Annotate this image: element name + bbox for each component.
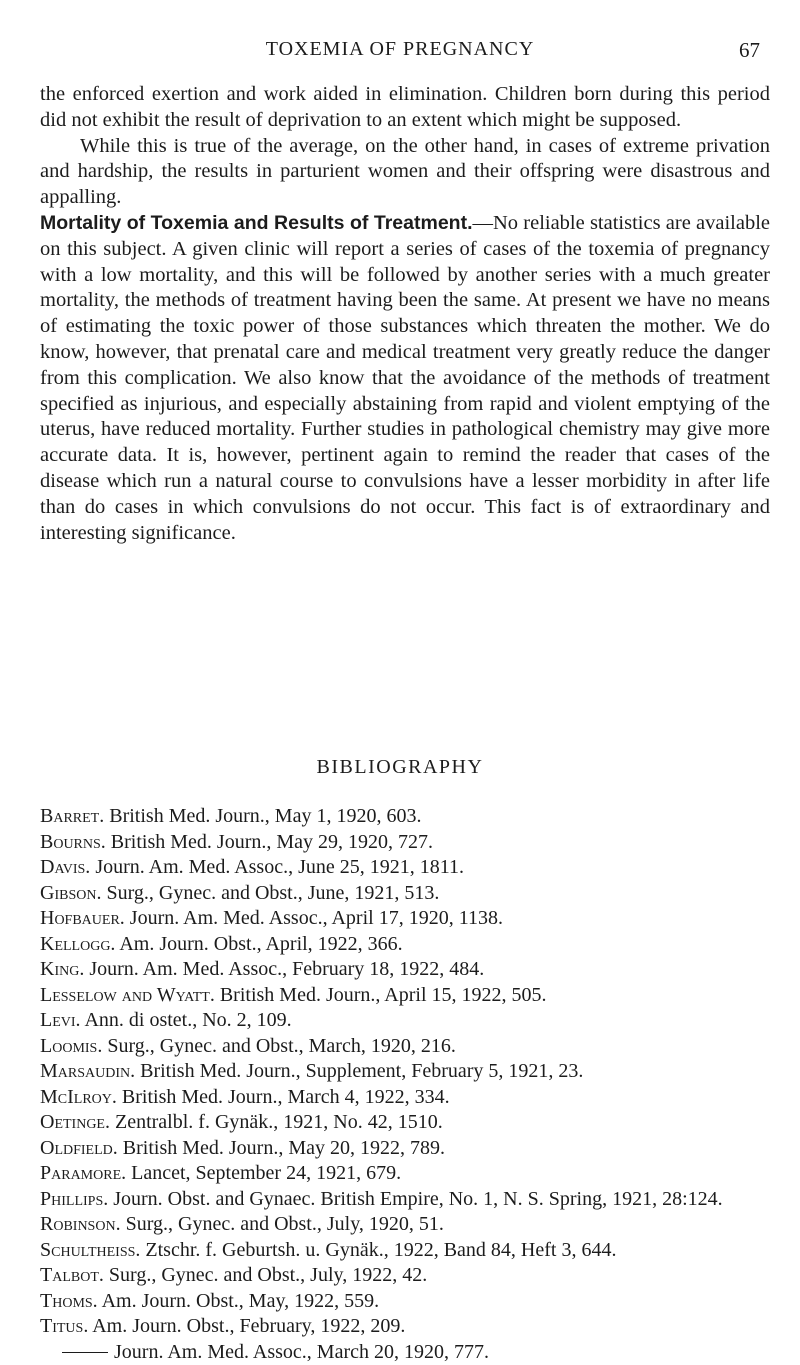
entry-citation: Am. Journ. Obst., May, 1922, 559. — [102, 1290, 380, 1312]
entry-author: Kellogg. — [40, 933, 115, 955]
entry-citation: Am. Journ. Obst., April, 1922, 366. — [119, 933, 402, 955]
entry-citation: Lancet, September 24, 1921, 679. — [131, 1162, 401, 1184]
entry-citation: Surg., Gynec. and Obst., July, 1922, 42. — [109, 1264, 427, 1286]
entry-citation: Surg., Gynec. and Obst., March, 1920, 216. — [107, 1035, 455, 1057]
entry-author: Oldfield. — [40, 1137, 118, 1159]
bibliography-entry — [40, 1289, 782, 1315]
bibliography-entry — [40, 983, 782, 1009]
bibliography-entry — [40, 932, 782, 958]
bibliography-entry — [40, 1263, 782, 1289]
entry-author: Gibson. — [40, 882, 101, 904]
body-text — [40, 82, 770, 546]
entry-author: Barret. — [40, 805, 104, 827]
bibliography-entry — [40, 1212, 782, 1238]
bibliography-entry — [40, 1008, 782, 1034]
bibliography-entry — [40, 830, 782, 856]
section-heading: Mortality of Toxemia and Results of Treatment. — [40, 212, 473, 234]
entry-citation: Surg., Gynec. and Obst., June, 1921, 513. — [106, 882, 439, 904]
entry-author: McIlroy. — [40, 1086, 117, 1108]
bibliography-title: BIBLIOGRAPHY — [0, 756, 800, 779]
entry-citation: British Med. Journ., March 4, 1922, 334. — [122, 1086, 450, 1108]
bibliography-entry — [40, 1059, 782, 1085]
entry-author: Titus. — [40, 1315, 88, 1337]
entry-author: King. — [40, 958, 84, 980]
bibliography-entry — [40, 1085, 782, 1111]
entry-author: Loomis. — [40, 1035, 102, 1057]
entry-citation: British Med. Journ., Supplement, February 5, 1921, 23. — [140, 1060, 583, 1082]
entry-citation: Journ. Obst. and Gynaec. British Empire, No. 1, N. S. Spring, 1921, 28:124. — [113, 1188, 722, 1210]
entry-author: Paramore. — [40, 1162, 126, 1184]
paragraph-1: the enforced exertion and work aided in elimination. Children born during this period did not exhibit the result of deprivation to an extent which might be supposed. — [40, 82, 770, 134]
entry-citation: British Med. Journ., April 15, 1922, 505. — [220, 984, 547, 1006]
bibliography-entry — [40, 1136, 782, 1162]
bibliography-entry — [40, 1161, 782, 1187]
entry-author: Marsaudin. — [40, 1060, 135, 1082]
running-title: TOXEMIA OF PREGNANCY — [0, 38, 800, 61]
bibliography-entry — [40, 906, 782, 932]
paragraph-3 — [40, 211, 770, 546]
entry-citation: Journ. Am. Med. Assoc., April 17, 1920, 1138. — [130, 907, 503, 929]
bibliography-entry — [40, 1110, 782, 1136]
entry-citation: Surg., Gynec. and Obst., July, 1920, 51. — [126, 1213, 444, 1235]
entry-citation: Journ. Am. Med. Assoc., February 18, 1922, 484. — [89, 958, 484, 980]
bibliography-entry — [40, 881, 782, 907]
page-number: 67 — [739, 38, 760, 63]
bibliography-entry — [40, 1314, 782, 1340]
entry-citation: British Med. Journ., May 29, 1920, 727. — [111, 831, 433, 853]
entry-author: Phillips. — [40, 1188, 108, 1210]
entry-author: Lesselow and Wyatt. — [40, 984, 215, 1006]
entry-author: Thoms. — [40, 1290, 98, 1312]
bibliography-entry — [40, 1034, 782, 1060]
paragraph-2: While this is true of the average, on the other hand, in cases of extreme privation and hardship, the results in parturient women and their offspring were disastrous and appalling. — [40, 134, 770, 211]
section-text: —No reliable statistics are available on this subject. A given clinic will report a series of cases of the toxemia of pregnancy with a low mortality, and this will be followed by another series with a much greater mortality, the methods of treatment having been the same. At present we have no means of estimating the toxic power of those substances which threaten the mother. We do know, however, that prenatal care and medical treatment very greatly reduce the danger from this complication. We also know that the avoidance of the methods of treatment specified as injurious, and especially abstaining from rapid and violent emptying of the uterus, have reduced mortality. Further studies in pathological chemistry may give more accurate data. It is, however, pertinent again to remind the reader that cases of the disease which run a natural course to convulsions have a lesser morbidity in after life than do cases in which convulsions do not occur. This fact is of extraordinary and interesting significance. — [40, 212, 770, 544]
bibliography-entry — [40, 855, 782, 881]
bibliography-entry — [40, 804, 782, 830]
entry-citation: Ztschr. f. Geburtsh. u. Gynäk., 1922, Band 84, Heft 3, 644. — [145, 1239, 616, 1261]
entry-author: Talbot. — [40, 1264, 104, 1286]
entry-citation: Journ. Am. Med. Assoc., June 25, 1921, 1811. — [95, 856, 464, 878]
entry-author: Hofbauer. — [40, 907, 125, 929]
bibliography-entry — [40, 1187, 782, 1213]
ditto-dash — [62, 1352, 108, 1353]
bibliography-list — [40, 804, 782, 1365]
entry-citation: British Med. Journ., May 20, 1922, 789. — [123, 1137, 445, 1159]
entry-author: Oetinge. — [40, 1111, 110, 1133]
entry-citation: Journ. Am. Med. Assoc., March 20, 1920, 777. — [114, 1341, 489, 1363]
entry-citation: Zentralbl. f. Gynäk., 1921, No. 42, 1510. — [115, 1111, 443, 1133]
bibliography-entry — [40, 957, 782, 983]
entry-citation: Ann. di ostet., No. 2, 109. — [84, 1009, 291, 1031]
page-header — [0, 38, 800, 68]
entry-author: Levi. — [40, 1009, 81, 1031]
entry-author: Schultheiss. — [40, 1239, 140, 1261]
entry-author: Bourns. — [40, 831, 106, 853]
entry-citation: British Med. Journ., May 1, 1920, 603. — [109, 805, 421, 827]
entry-author: Robinson. — [40, 1213, 121, 1235]
entry-author: Davis. — [40, 856, 90, 878]
bibliography-entry — [40, 1340, 782, 1365]
bibliography-entry — [40, 1238, 782, 1264]
entry-citation: Am. Journ. Obst., February, 1922, 209. — [92, 1315, 405, 1337]
